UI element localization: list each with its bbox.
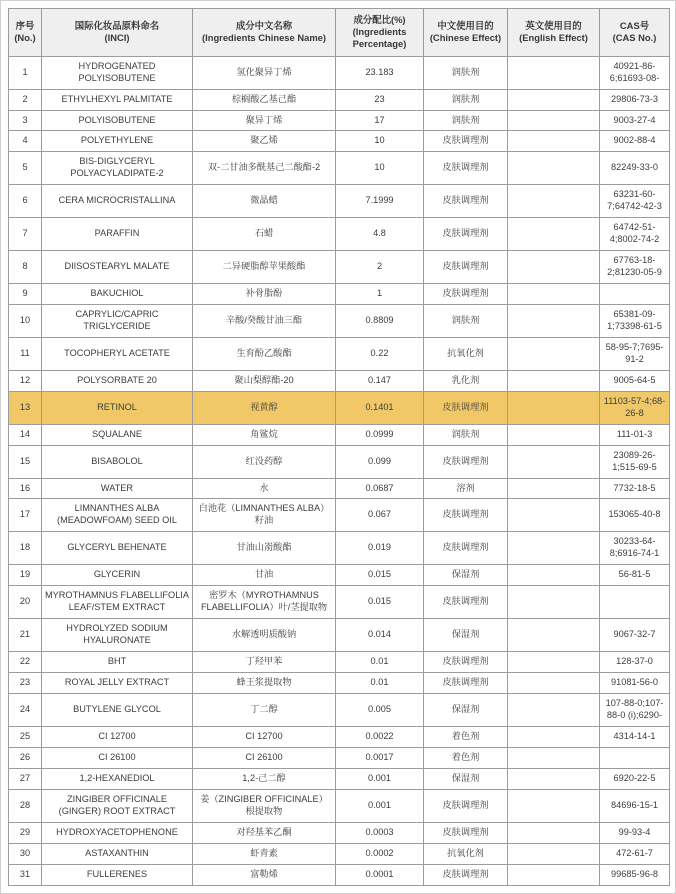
cell-cn_name: 氢化聚异丁烯 [193,56,336,89]
cell-no: 27 [9,768,42,789]
cell-pct: 2 [336,251,424,284]
cell-no: 15 [9,445,42,478]
cell-en_effect [508,843,600,864]
cell-no: 5 [9,152,42,185]
header-cell-no [9,9,42,57]
table-row [9,305,670,338]
cell-no: 11 [9,337,42,370]
cell-cas: 7732-18-5 [600,478,670,499]
table-row [9,337,670,370]
table-row [9,370,670,391]
cell-pct: 0.0003 [336,822,424,843]
cell-cas: 30233-64-8;6916-74-1 [600,532,670,565]
cell-cas: 4314-14-1 [600,726,670,747]
cell-cn_name: CI 12700 [193,726,336,747]
cell-inci: SQUALANE [42,424,193,445]
cell-no: 24 [9,693,42,726]
cell-no: 8 [9,251,42,284]
cell-pct: 0.0687 [336,478,424,499]
cell-no: 20 [9,586,42,619]
cell-cas: 9002-88-4 [600,131,670,152]
cell-no: 21 [9,619,42,652]
header-cell-inci [42,9,193,57]
cell-cas: 11103-57-4;68-26-8 [600,391,670,424]
header-cell-pct [336,9,424,57]
cell-inci: HYDROXYACETOPHENONE [42,822,193,843]
cell-cn_effect: 润肤剂 [424,110,508,131]
cell-cn_effect: 抗氧化剂 [424,843,508,864]
table-row [9,565,670,586]
header-line: 成分中文名称 [235,20,293,32]
table-row [9,726,670,747]
cell-pct: 0.015 [336,586,424,619]
header-cell-cn_effect [424,9,508,57]
cell-cas: 107-88-0;107-88-0 (i);6290- [600,693,670,726]
cell-cn_name: 补骨脂酚 [193,284,336,305]
cell-cn_name: 石蜡 [193,218,336,251]
cell-en_effect [508,499,600,532]
cell-cn_effect: 皮肤调理剂 [424,789,508,822]
cell-no: 22 [9,652,42,673]
header-cell-cn_name [193,9,336,57]
cell-cas: 56-81-5 [600,565,670,586]
cell-cas: 111-01-3 [600,424,670,445]
cell-cn_name: 生育酚乙酸酯 [193,337,336,370]
cell-pct: 0.0999 [336,424,424,445]
cell-cn_effect: 皮肤调理剂 [424,586,508,619]
table-row [9,673,670,694]
cell-cn_name: 水 [193,478,336,499]
cell-inci: CI 26100 [42,747,193,768]
cell-cas: 153065-40-8 [600,499,670,532]
table-header [9,9,670,57]
cell-cn_name: 辛酸/癸酸甘油三酯 [193,305,336,338]
cell-no: 13 [9,391,42,424]
cell-cn_name: 聚乙烯 [193,131,336,152]
cell-cn_name: 姜（ZINGIBER OFFICINALE）根提取物 [193,789,336,822]
cell-pct: 0.014 [336,619,424,652]
cell-en_effect [508,185,600,218]
cell-pct: 4.8 [336,218,424,251]
cell-cn_name: 蜂王浆提取物 [193,673,336,694]
cell-cas: 6920-22-5 [600,768,670,789]
table-row [9,789,670,822]
header-line: (Ingredients Chinese Name) [202,32,326,44]
table-body [9,56,670,885]
cell-cn_name: 富勒烯 [193,864,336,885]
cell-no: 4 [9,131,42,152]
cell-pct: 17 [336,110,424,131]
header-line: (CAS No.) [612,32,657,44]
cell-en_effect [508,218,600,251]
cell-en_effect [508,391,600,424]
header-cell-cas [600,9,670,57]
cell-pct: 0.8809 [336,305,424,338]
cell-cn_name: 棕榈酸乙基己酯 [193,89,336,110]
cell-cn_name: 红没药醇 [193,445,336,478]
cell-cn_effect: 皮肤调理剂 [424,652,508,673]
cell-inci: DIISOSTEARYL MALATE [42,251,193,284]
cell-en_effect [508,305,600,338]
cell-pct: 10 [336,152,424,185]
cell-cas: 472-61-7 [600,843,670,864]
cell-cn_effect: 皮肤调理剂 [424,673,508,694]
cell-no: 1 [9,56,42,89]
cell-inci: ETHYLHEXYL PALMITATE [42,89,193,110]
cell-en_effect [508,768,600,789]
cell-cn_name: 视黄醇 [193,391,336,424]
cell-cn_effect: 润肤剂 [424,424,508,445]
cell-cn_name: 丁二醇 [193,693,336,726]
header-line: (English Effect) [519,32,588,44]
cell-cn_effect: 保湿剂 [424,565,508,586]
table-row [9,284,670,305]
cell-inci: HYDROLYZED SODIUM HYALURONATE [42,619,193,652]
header-line: (No.) [14,32,36,44]
cell-en_effect [508,864,600,885]
cell-cn_effect: 润肤剂 [424,56,508,89]
cell-cn_effect: 皮肤调理剂 [424,391,508,424]
cell-no: 19 [9,565,42,586]
header-line: CAS号 [619,20,650,32]
cell-cas: 67763-18-2;81230-05-9 [600,251,670,284]
table-row [9,424,670,445]
cell-pct: 0.099 [336,445,424,478]
table-row [9,251,670,284]
cell-cn_effect: 皮肤调理剂 [424,218,508,251]
cell-pct: 1 [336,284,424,305]
cell-en_effect [508,110,600,131]
cell-inci: POLYETHYLENE [42,131,193,152]
cell-cas: 65381-09-1;73398-61-5 [600,305,670,338]
cell-pct: 0.005 [336,693,424,726]
cell-pct: 0.0022 [336,726,424,747]
cell-cn_name: 二异硬脂醇苹果酸酯 [193,251,336,284]
cell-cas: 40921-86-6;61693-08- [600,56,670,89]
cell-cn_effect: 皮肤调理剂 [424,499,508,532]
cell-en_effect [508,337,600,370]
cell-inci: GLYCERIN [42,565,193,586]
cell-en_effect [508,789,600,822]
cell-inci: BHT [42,652,193,673]
cell-cas: 63231-60-7;64742-42-3 [600,185,670,218]
cell-cas: 128-37-0 [600,652,670,673]
table-row [9,747,670,768]
cell-inci: HYDROGENATED POLYISOBUTENE [42,56,193,89]
cell-inci: LIMNANTHES ALBA (MEADOWFOAM) SEED OIL [42,499,193,532]
table-row [9,864,670,885]
cell-inci: MYROTHAMNUS FLABELLIFOLIA LEAF/STEM EXTRACT [42,586,193,619]
cell-pct: 10 [336,131,424,152]
cell-cn_name: 聚异丁烯 [193,110,336,131]
cell-no: 18 [9,532,42,565]
cell-inci: BUTYLENE GLYCOL [42,693,193,726]
table-row [9,110,670,131]
table-row [9,478,670,499]
cell-cn_name: 1,2-己二醇 [193,768,336,789]
cell-no: 29 [9,822,42,843]
cell-cn_name: 聚山梨醇酯-20 [193,370,336,391]
cell-no: 26 [9,747,42,768]
cell-en_effect [508,131,600,152]
cell-no: 10 [9,305,42,338]
cell-cas [600,586,670,619]
table-row [9,499,670,532]
table-row [9,56,670,89]
cell-no: 14 [9,424,42,445]
table-row [9,152,670,185]
cell-cas [600,747,670,768]
cell-en_effect [508,652,600,673]
cell-cas: 23089-26-1;515-69-5 [600,445,670,478]
cell-cn_effect: 润肤剂 [424,305,508,338]
table-row [9,768,670,789]
cell-en_effect [508,284,600,305]
cell-inci: FULLERENES [42,864,193,885]
cell-inci: ROYAL JELLY EXTRACT [42,673,193,694]
table-row [9,586,670,619]
cell-cn_effect: 润肤剂 [424,89,508,110]
cell-no: 25 [9,726,42,747]
cell-en_effect [508,370,600,391]
cell-pct: 0.067 [336,499,424,532]
cell-inci: PARAFFIN [42,218,193,251]
cell-no: 23 [9,673,42,694]
cell-cas: 99-93-4 [600,822,670,843]
cell-no: 28 [9,789,42,822]
table-row [9,445,670,478]
cell-pct: 0.015 [336,565,424,586]
cell-cn_name: 密罗木（MYROTHAMNUS FLABELLIFOLIA）叶/茎提取物 [193,586,336,619]
cell-pct: 0.147 [336,370,424,391]
cell-cas: 9067-32-7 [600,619,670,652]
header-cell-en_effect [508,9,600,57]
table-row [9,822,670,843]
cell-cas: 99685-96-8 [600,864,670,885]
cell-cn_effect: 乳化剂 [424,370,508,391]
cell-no: 31 [9,864,42,885]
header-line: 英文使用目的 [525,20,582,32]
cell-cn_effect: 皮肤调理剂 [424,185,508,218]
cell-cn_name: 双-二甘油多酰基己二酸酯-2 [193,152,336,185]
cell-cn_effect: 着色剂 [424,747,508,768]
table-row [9,532,670,565]
cell-en_effect [508,619,600,652]
cell-pct: 0.0001 [336,864,424,885]
cell-en_effect [508,565,600,586]
table-row [9,391,670,424]
cell-cas: 91081-56-0 [600,673,670,694]
cell-cn_name: 白池花（LIMNANTHES ALBA）籽油 [193,499,336,532]
cell-cn_effect: 抗氧化剂 [424,337,508,370]
header-line: 国际化妆品原料命名 [74,20,160,32]
cell-pct: 7.1999 [336,185,424,218]
cell-pct: 0.0017 [336,747,424,768]
cell-cn_name: 虾青素 [193,843,336,864]
cell-en_effect [508,586,600,619]
cell-cas: 9005-64-5 [600,370,670,391]
cell-inci: ZINGIBER OFFICINALE (GINGER) ROOT EXTRACT [42,789,193,822]
cell-pct: 23.183 [336,56,424,89]
page [1,1,675,893]
cell-pct: 0.001 [336,768,424,789]
cell-cas [600,284,670,305]
cell-pct: 0.22 [336,337,424,370]
table-row [9,652,670,673]
table-row [9,843,670,864]
cell-en_effect [508,478,600,499]
cell-en_effect [508,89,600,110]
cell-en_effect [508,673,600,694]
header-line: (INCI) [104,32,130,44]
cell-no: 12 [9,370,42,391]
cell-cn_name: 水解透明质酸钠 [193,619,336,652]
cell-cas: 64742-51-4;8002-74-2 [600,218,670,251]
cell-en_effect [508,251,600,284]
cell-cas: 82249-33-0 [600,152,670,185]
cell-en_effect [508,56,600,89]
cell-cn_name: 微晶蜡 [193,185,336,218]
header-line: (Chinese Effect) [429,32,502,44]
table-row [9,693,670,726]
cell-no: 16 [9,478,42,499]
header-line: 序号 [15,20,35,32]
cell-en_effect [508,747,600,768]
header-line: 成分配比(%) [353,14,406,25]
cell-en_effect [508,726,600,747]
cell-cn_effect: 皮肤调理剂 [424,152,508,185]
cell-cn_name: CI 26100 [193,747,336,768]
cell-pct: 0.01 [336,673,424,694]
cell-inci: RETINOL [42,391,193,424]
cell-inci: WATER [42,478,193,499]
cell-inci: POLYSORBATE 20 [42,370,193,391]
header-line: (Ingredients [352,26,407,38]
cell-en_effect [508,822,600,843]
cell-no: 9 [9,284,42,305]
cell-cn_effect: 溶剂 [424,478,508,499]
cell-pct: 0.0002 [336,843,424,864]
cell-pct: 0.01 [336,652,424,673]
cell-cn_effect: 皮肤调理剂 [424,445,508,478]
cell-no: 3 [9,110,42,131]
cell-inci: TOCOPHERYL ACETATE [42,337,193,370]
cell-inci: CI 12700 [42,726,193,747]
cell-cas: 29806-73-3 [600,89,670,110]
cell-pct: 0.001 [336,789,424,822]
cell-cn_name: 甘油山嵛酸酯 [193,532,336,565]
cell-en_effect [508,532,600,565]
cell-no: 6 [9,185,42,218]
cell-cn_effect: 皮肤调理剂 [424,822,508,843]
cell-en_effect [508,424,600,445]
table-row [9,218,670,251]
cell-pct: 0.1401 [336,391,424,424]
table-row [9,185,670,218]
cell-cn_name: 对羟基苯乙酮 [193,822,336,843]
header-row [9,9,670,57]
table-row [9,131,670,152]
ingredients-table [8,8,670,886]
cell-no: 2 [9,89,42,110]
cell-cn_effect: 保湿剂 [424,768,508,789]
cell-no: 17 [9,499,42,532]
cell-cas: 9003-27-4 [600,110,670,131]
cell-cn_name: 角鲨烷 [193,424,336,445]
cell-cn_effect: 皮肤调理剂 [424,131,508,152]
cell-pct: 0.019 [336,532,424,565]
cell-en_effect [508,152,600,185]
cell-en_effect [508,693,600,726]
cell-cn_effect: 保湿剂 [424,619,508,652]
table-row [9,89,670,110]
cell-cn_effect: 皮肤调理剂 [424,251,508,284]
cell-inci: BIS-DIGLYCERYL POLYACYLADIPATE-2 [42,152,193,185]
cell-inci: GLYCERYL BEHENATE [42,532,193,565]
cell-inci: POLYISOBUTENE [42,110,193,131]
cell-cn_effect: 皮肤调理剂 [424,284,508,305]
cell-inci: CERA MICROCRISTALLINA [42,185,193,218]
header-line: Percentage) [352,38,407,50]
cell-cas: 58-95-7;7695-91-2 [600,337,670,370]
cell-no: 7 [9,218,42,251]
cell-inci: 1,2-HEXANEDIOL [42,768,193,789]
cell-cn_effect: 保湿剂 [424,693,508,726]
cell-cn_effect: 皮肤调理剂 [424,864,508,885]
cell-cn_name: 丁羟甲苯 [193,652,336,673]
cell-cn_name: 甘油 [193,565,336,586]
cell-cn_effect: 着色剂 [424,726,508,747]
cell-no: 30 [9,843,42,864]
cell-cn_effect: 皮肤调理剂 [424,532,508,565]
cell-inci: BAKUCHIOL [42,284,193,305]
table-row [9,619,670,652]
header-line: 中文使用目的 [437,20,494,32]
cell-cas: 84696-15-1 [600,789,670,822]
cell-inci: CAPRYLIC/CAPRIC TRIGLYCERIDE [42,305,193,338]
cell-pct: 23 [336,89,424,110]
cell-en_effect [508,445,600,478]
cell-inci: BISABOLOL [42,445,193,478]
cell-inci: ASTAXANTHIN [42,843,193,864]
